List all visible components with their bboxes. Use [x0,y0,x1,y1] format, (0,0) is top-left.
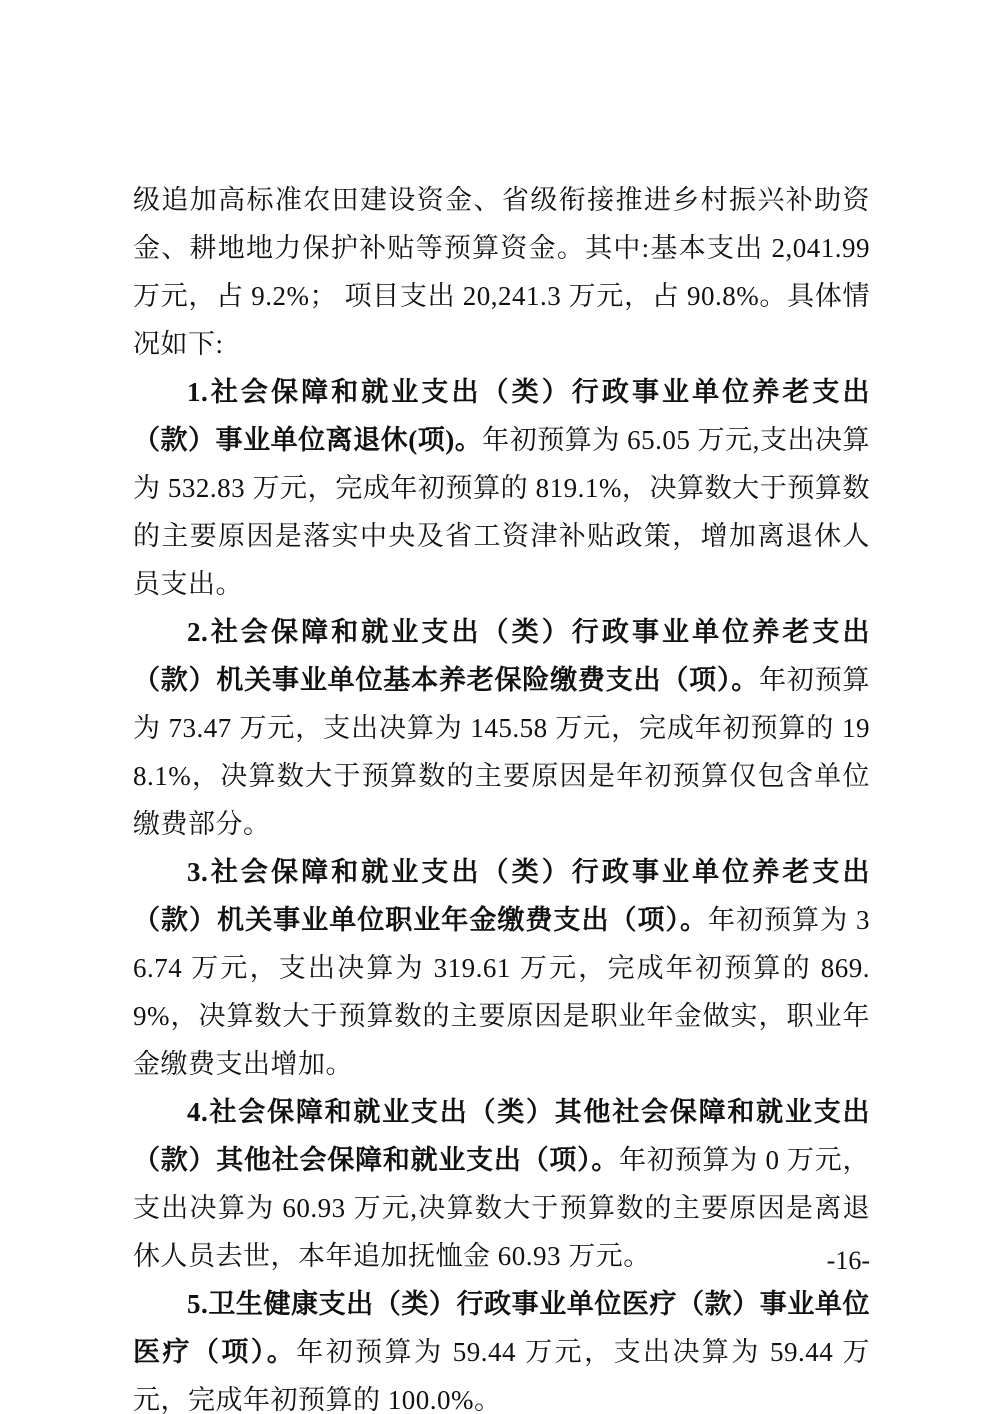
budget-item-3-heading: 3.社会保障和就业支出（类）行政事业单位养老支出（款）机关事业单位职业年金缴费支出（项）。 [133,857,870,935]
budget-item-4-body: 年初预算为 0 万元，支出决算为 60.93 万元,决算数大于预算数的主要原因是离退休人员去世，本年追加抚恤金 60.93 万元。 [133,1145,871,1271]
budget-item-2 [133,608,870,848]
budget-item-1-heading: 1.社会保障和就业支出（类）行政事业单位养老支出（款）事业单位离退休(项)。 [133,377,870,455]
budget-item-5 [133,1280,870,1414]
budget-item-1 [133,368,870,608]
budget-item-3-body: 年初预算为 36.74 万元，支出决算为 319.61 万元，完成年初预算的 869.9%，决算数大于预算数的主要原因是职业年金做实，职业年金缴费支出增加。 [133,905,871,1079]
intro-paragraph: 级追加高标准农田建设资金、省级衔接推进乡村振兴补助资金、耕地地力保护补贴等预算资金。其中:基本支出 2,041.99 万元，占 9.2%； 项目支出 20,241.3 万元，占 90.8%。具体情况如下: [133,185,870,359]
budget-item-3 [133,848,870,1088]
budget-item-4-heading: 4.社会保障和就业支出（类）其他社会保障和就业支出（款）其他社会保障和就业支出（项）。 [133,1097,870,1175]
budget-item-4 [133,1088,870,1280]
budget-item-1-body: 年初预算为 65.05 万元,支出决算为 532.83 万元，完成年初预算的 819.1%，决算数大于预算数的主要原因是落实中央及省工资津补贴政策，增加离退休人员支出。 [133,425,870,599]
budget-item-5-body: 年初预算为 59.44 万元，支出决算为 59.44 万元，完成年初预算的 100.0%。 [133,1337,871,1414]
page-number: -16- [826,1246,870,1275]
budget-item-5-heading: 5.卫生健康支出（类）行政事业单位医疗（款）事业单位医疗（项）。 [133,1289,870,1367]
budget-item-2-body: 年初预算为 73.47 万元，支出决算为 145.58 万元，完成年初预算的 198.1%，决算数大于预算数的主要原因是年初预算仅包含单位缴费部分。 [133,665,871,839]
budget-item-2-heading: 2.社会保障和就业支出（类）行政事业单位养老支出（款）机关事业单位基本养老保险缴费支出（项）。 [133,617,870,695]
